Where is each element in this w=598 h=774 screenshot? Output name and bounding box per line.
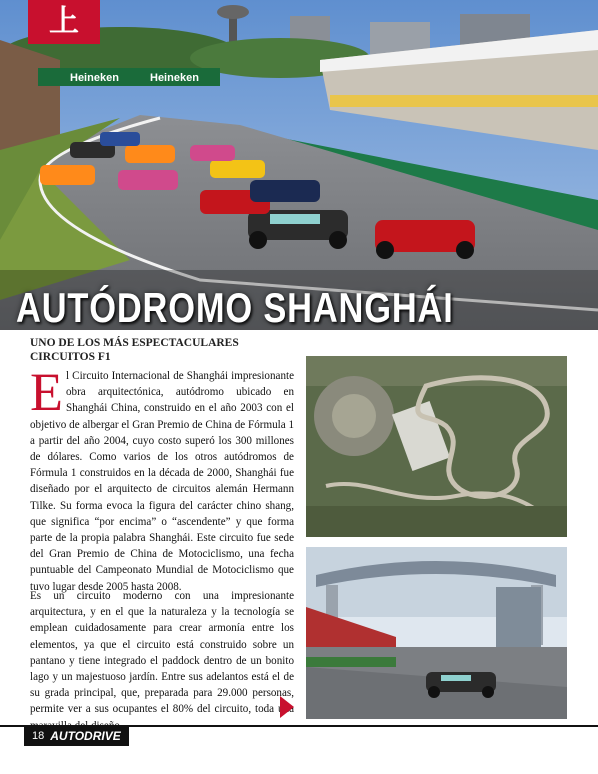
chinese-character-badge: 上 (28, 0, 100, 44)
article-subtitle: UNO DE LOS MÁS ESPECTACULARES CIRCUITOS F1 (30, 337, 239, 363)
sponsor-banner-text: Heineken (70, 72, 119, 84)
page-footer (24, 726, 129, 746)
race-start-illustration (0, 0, 598, 330)
page-title: AUTÓDROMO SHANGHÁI (16, 284, 454, 330)
brand-logo: AUTODRIVE (50, 729, 121, 743)
paragraph-2: Es un circuito moderno con una impresionante arquitectura, y en el que la naturaleza y la tecnología se emplean cuidadosamente para crear armonía entre los elementos, ya que el circuito está construido sobre un pantano y tiene integrado el paddock dentro de un bonito lago y un majestuoso jardín. Entre sus adelantos está el de su grada principal, que, preparada para 29.000 personas, permite ver a sus ocupantes el 80% del circuito, toda una (30, 590, 294, 716)
page-number: 18 (32, 730, 45, 742)
drop-cap: E (30, 362, 63, 422)
grandstand-photo (306, 547, 567, 719)
continue-arrow-icon (280, 696, 294, 718)
aerial-circuit-photo (306, 356, 567, 537)
paragraph-1 (30, 362, 294, 595)
sponsor-banner-text-2: Heineken (150, 72, 199, 84)
hero-photo (0, 0, 598, 330)
paragraph-1-text: l Circuito Internacional de Shanghái impresionante obra arquitectónica, autódromo ubicado en Shanghái China, construido en el año 2003 con el objetivo de albergar el Gran Premio de China de Fórmula 1 a partir del año 2004, cuyo costo superó los 300 millones de dólares. Como varios de los otros autódromos de Fórmula 1 construidos en la década de 2000, Shanghái fue diseñado por el arquitecto de circuitos alemán Hermann Tilke. Su forma evoca la figura del carácter chino shang, que significa “por encima” o “ascendente” y que forma parte de la propia palabra Shanghái. Este circuito fue sede del Gran Premio de China de Motociclismo, una fecha puntuable del Campeonato Mundial de Motociclismo que tuvo lugar desde 2005 hasta 2008. (30, 370, 294, 593)
